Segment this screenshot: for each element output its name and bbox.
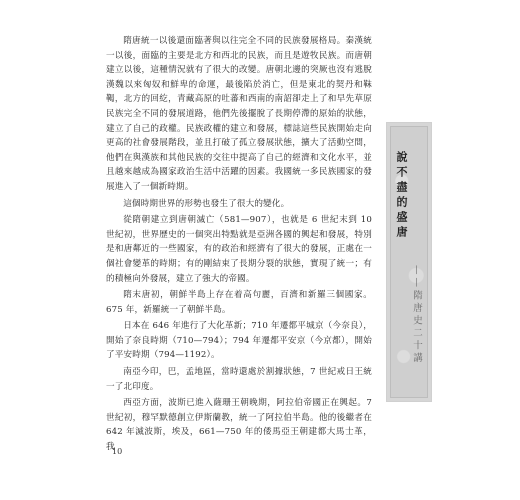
paragraph: 南亞今印，巴，孟地區，當時還處於割據狀態，7 世紀戒日王統一了北印度。 <box>106 367 372 392</box>
paragraph: 西亞方面，波斯已進入薩珊王朝晚期，阿拉伯帝國正在興起。7 世紀初，穆罕默德創立伊斯蘭教，統一了阿拉伯半島。他的後繼者在 642 年滅波斯，埃及，661—750 年的倭馬亞王朝建都大馬士革，我 <box>106 398 372 453</box>
body-text <box>106 34 372 455</box>
running-head-sidebar <box>386 122 432 402</box>
paragraph: 隋唐統一以後還面臨著與以往完全不同的民族發展格局。秦漢統一以後，面臨的主要是北方和西北的民族，而且是遊牧民族。而唐朝建立以後，這種情況就有了很大的改變。唐朝北邊的突厥也沒有逃脫漢魏以來匈奴和鮮卑的命運，最後陷於消亡，但是東北的契丹和靺鞨，北方的回紇，青藏高原的吐蕃和西南的南詔卻走上了和早先草原民族完全不同的發展道路，他們先後擺脫了長期停滯的原始的狀態，建立了自己的政權。民族政權的建立和發展，標誌這些民族開始走向更高的社會發展階段，並且打破了孤立發展狀態，擴大了活動空間，他們在與漢族和其他民族的交往中提高了自己的經濟和文化水平，並且越來越成為國家政治生活中活躍的因素。我國統一多民族國家的發展進入了一個新時期。 <box>106 36 372 192</box>
series-title: 說不盡的盛唐 <box>395 151 408 241</box>
paragraph: 日本在 646 年進行了大化革新；710 年遷都平城京（今奈良），開始了奈良時期（710—794）；794 年遷都平安京（今京都），開始了平安時期（794—1192）。 <box>106 321 372 361</box>
paragraph: 從隋朝建立到唐朝滅亡（581—907），也就是 6 世紀末到 10 世紀初，世界歷史的一個突出特點就是亞洲各國的興起和發展，特別是和唐鄰近的一些國家，有的政治和經濟有了很大的發展，正處在一個社會變革的時期；有的剛結束了長期分裂的狀態，實現了統一；有的積極向外發展，建立了強大的帝國。 <box>106 215 372 284</box>
paragraph: 隋末唐初，朝鮮半島上存在着高句麗，百濟和新羅三個國家。675 年，新羅統一了朝鮮半島。 <box>106 290 372 315</box>
paragraph: 這個時期世界的形勢也發生了很大的變化。 <box>123 198 290 209</box>
page-number: 10 <box>112 447 123 456</box>
volume-title: ——隋唐史二十講 <box>411 265 422 365</box>
